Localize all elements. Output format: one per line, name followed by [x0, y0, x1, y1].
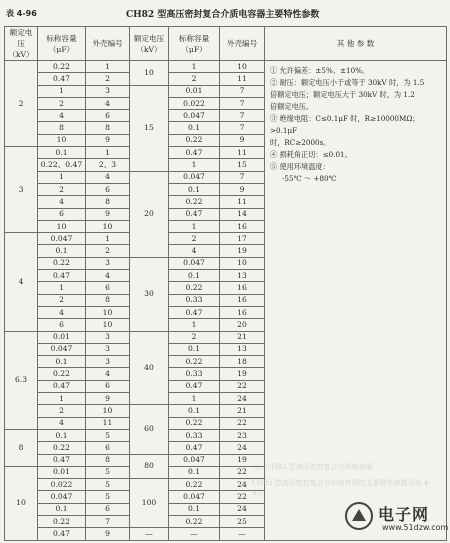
case-left-cell: 6: [86, 380, 130, 392]
case-right-cell: 24: [220, 479, 265, 491]
capacity-left-cell: 2: [38, 183, 86, 195]
bleed-through-heading: 六、CH83 型高压密封复合介质电容器: [252, 463, 373, 471]
case-right-cell: —: [220, 528, 265, 540]
case-left-cell: 9: [86, 393, 130, 405]
capacity-left-cell: 0.1: [38, 147, 86, 159]
capacity-left-cell: 0.47: [38, 73, 86, 85]
case-left-cell: 6: [86, 282, 130, 294]
voltage-left-cell: 4: [5, 233, 38, 331]
note-line: ④ 损耗角正切：≤0.01。: [270, 150, 352, 159]
capacity-left-cell: 0.22: [38, 368, 86, 380]
capacity-left-cell: 4: [38, 196, 86, 208]
capacity-left-cell: 4: [38, 306, 86, 318]
header-case-right: 外壳编号: [220, 27, 265, 61]
case-left-cell: 5: [86, 429, 130, 441]
capacity-right-cell: 0.47: [169, 208, 220, 220]
case-left-cell: 2: [86, 73, 130, 85]
voltage-right-cell: 10: [130, 61, 169, 86]
voltage-right-cell: 100: [130, 479, 169, 528]
capacity-left-cell: 2: [38, 405, 86, 417]
capacity-right-cell: 0.47: [169, 442, 220, 454]
capacity-left-cell: 0.47: [38, 270, 86, 282]
capacity-right-cell: 0.22: [169, 417, 220, 429]
voltage-right-cell: 30: [130, 257, 169, 331]
capacity-right-cell: 0.047: [169, 257, 220, 269]
capacity-left-cell: 0.22: [38, 442, 86, 454]
case-left-cell: 4: [86, 368, 130, 380]
voltage-right-cell: 60: [130, 405, 169, 454]
capacity-right-cell: 1: [169, 159, 220, 171]
capacity-right-cell: 0.047: [169, 454, 220, 466]
case-left-cell: 1: [86, 233, 130, 245]
case-left-cell: 8: [86, 196, 130, 208]
site-watermark: [342, 499, 449, 537]
capacity-left-cell: 1: [38, 85, 86, 97]
capacity-left-cell: 0.1: [38, 245, 86, 257]
case-right-cell: 20: [220, 319, 265, 331]
case-right-cell: 19: [220, 454, 265, 466]
note-line: -55℃ ～ +80℃: [282, 174, 337, 183]
case-left-cell: 10: [86, 306, 130, 318]
case-left-cell: 10: [86, 319, 130, 331]
capacity-right-cell: 0.1: [169, 405, 220, 417]
case-right-cell: 22: [220, 417, 265, 429]
voltage-left-cell: 2: [5, 61, 38, 147]
capacity-left-cell: 0.047: [38, 233, 86, 245]
case-left-cell: 5: [86, 466, 130, 478]
case-right-cell: 22: [220, 466, 265, 478]
capacity-left-cell: 1: [38, 171, 86, 183]
capacity-left-cell: 6: [38, 319, 86, 331]
capacity-right-cell: 2: [169, 331, 220, 343]
voltage-right-cell: 40: [130, 331, 169, 405]
capacity-right-cell: 0.047: [169, 171, 220, 183]
case-left-cell: 8: [86, 122, 130, 134]
case-right-cell: 11: [220, 147, 265, 159]
header-voltage-right: 额定电压 （kV）: [130, 27, 169, 61]
voltage-right-cell: 20: [130, 171, 169, 257]
case-left-cell: 3: [86, 343, 130, 355]
case-right-cell: 13: [220, 270, 265, 282]
case-right-cell: 24: [220, 442, 265, 454]
capacity-left-cell: 6: [38, 208, 86, 220]
case-left-cell: 8: [86, 454, 130, 466]
case-left-cell: 9: [86, 134, 130, 146]
case-right-cell: 13: [220, 343, 265, 355]
header-capacity-left: 标称容量 （μF）: [38, 27, 86, 61]
capacity-right-cell: 1: [169, 319, 220, 331]
table-header-row: [5, 27, 447, 61]
capacity-right-cell: 1: [169, 220, 220, 232]
case-right-cell: 21: [220, 405, 265, 417]
capacity-left-cell: 0.47: [38, 454, 86, 466]
case-left-cell: 11: [86, 417, 130, 429]
case-left-cell: 2: [86, 245, 130, 257]
capacity-left-cell: 10: [38, 220, 86, 232]
note-line: 倍额定电压。: [270, 102, 314, 111]
watermark-brand: 电子网: [378, 505, 430, 524]
capacity-left-cell: 0.022: [38, 479, 86, 491]
case-left-cell: 3: [86, 257, 130, 269]
case-left-cell: 6: [86, 110, 130, 122]
header-capacity-right: 标称容量 （μF）: [169, 27, 220, 61]
case-left-cell: 2、3: [86, 159, 130, 171]
capacity-right-cell: 0.33: [169, 368, 220, 380]
case-right-cell: 24: [220, 393, 265, 405]
capacity-left-cell: 0.01: [38, 331, 86, 343]
case-right-cell: 19: [220, 245, 265, 257]
case-right-cell: 16: [220, 282, 265, 294]
case-right-cell: 21: [220, 331, 265, 343]
voltage-right-cell: 80: [130, 454, 169, 479]
case-right-cell: 16: [220, 306, 265, 318]
note-line: 时，RC≥2000s。: [270, 138, 331, 147]
capacity-right-cell: 0.1: [169, 503, 220, 515]
case-left-cell: 8: [86, 294, 130, 306]
capacity-right-cell: 0.47: [169, 306, 220, 318]
capacity-right-cell: 0.1: [169, 466, 220, 478]
capacity-right-cell: 0.1: [169, 183, 220, 195]
header-voltage-left: 额定电压 （kV）: [5, 27, 38, 61]
capacity-right-cell: 0.022: [169, 97, 220, 109]
capacity-left-cell: 0.047: [38, 343, 86, 355]
case-left-cell: 6: [86, 503, 130, 515]
capacity-left-cell: 0.22: [38, 257, 86, 269]
case-right-cell: 10: [220, 61, 265, 73]
note-line: ③ 绝缘电阻：C≤0.1μF 时，R≥10000MΩ；>0.1μF: [270, 114, 420, 135]
capacity-left-cell: 0.1: [38, 503, 86, 515]
capacity-left-cell: 0.22、0.47: [38, 159, 86, 171]
capacity-right-cell: 0.047: [169, 491, 220, 503]
capacity-right-cell: 0.22: [169, 282, 220, 294]
case-left-cell: 4: [86, 270, 130, 282]
capacity-right-cell: 1: [169, 393, 220, 405]
case-left-cell: 3: [86, 331, 130, 343]
case-left-cell: 3: [86, 85, 130, 97]
capacity-right-cell: 2: [169, 233, 220, 245]
case-right-cell: 7: [220, 110, 265, 122]
table-caption: [6, 6, 446, 22]
case-left-cell: 6: [86, 183, 130, 195]
case-left-cell: 4: [86, 171, 130, 183]
capacity-left-cell: 1: [38, 393, 86, 405]
capacity-right-cell: 0.33: [169, 429, 220, 441]
capacity-right-cell: 0.1: [169, 122, 220, 134]
capacity-right-cell: 0.33: [169, 294, 220, 306]
voltage-right-cell: 15: [130, 85, 169, 171]
case-right-cell: 22: [220, 380, 265, 392]
watermark-url: www.51dzw.com: [382, 523, 449, 532]
capacity-right-cell: 0.047: [169, 110, 220, 122]
case-right-cell: 16: [220, 220, 265, 232]
capacity-left-cell: 4: [38, 110, 86, 122]
table-row: [5, 61, 447, 73]
capacity-left-cell: 0.01: [38, 466, 86, 478]
case-left-cell: 9: [86, 208, 130, 220]
case-left-cell: 1: [86, 61, 130, 73]
capacity-left-cell: 0.047: [38, 491, 86, 503]
case-left-cell: 9: [86, 528, 130, 540]
case-left-cell: 1: [86, 147, 130, 159]
case-left-cell: 5: [86, 479, 130, 491]
case-right-cell: 11: [220, 196, 265, 208]
voltage-right-cell: —: [130, 528, 169, 540]
note-line: ① 允许偏差：±5%、±10%。: [270, 66, 370, 75]
case-right-cell: 15: [220, 159, 265, 171]
case-right-cell: 24: [220, 503, 265, 515]
case-left-cell: 4: [86, 97, 130, 109]
capacity-right-cell: 1: [169, 61, 220, 73]
case-right-cell: 9: [220, 134, 265, 146]
voltage-left-cell: 8: [5, 429, 38, 466]
header-other-params: 其 他 参 数: [265, 27, 447, 61]
case-right-cell: 22: [220, 491, 265, 503]
table-title: CH82 型高压密封复合介质电容器主要特性参数: [126, 10, 320, 20]
case-left-cell: 7: [86, 515, 130, 527]
voltage-left-cell: 3: [5, 147, 38, 233]
note-line: 倍额定电压；额定电压大于 30kV 时，为 1.2: [270, 90, 415, 99]
capacity-right-cell: 0.47: [169, 147, 220, 159]
capacity-left-cell: 8: [38, 122, 86, 134]
capacity-right-cell: 0.22: [169, 134, 220, 146]
note-line: ② 耐压：额定电压小于或等于 30kV 时，为 1.5: [270, 78, 425, 87]
case-right-cell: 17: [220, 233, 265, 245]
capacity-right-cell: 0.1: [169, 270, 220, 282]
table-number: 表 4-96: [6, 9, 37, 18]
case-right-cell: 19: [220, 368, 265, 380]
case-right-cell: 18: [220, 356, 265, 368]
watermark-logo-icon: [344, 501, 374, 531]
capacity-left-cell: 0.22: [38, 61, 86, 73]
capacity-left-cell: 0.22: [38, 515, 86, 527]
case-right-cell: 23: [220, 429, 265, 441]
case-left-cell: 5: [86, 491, 130, 503]
case-left-cell: 10: [86, 220, 130, 232]
case-right-cell: 14: [220, 208, 265, 220]
case-right-cell: 16: [220, 294, 265, 306]
capacity-left-cell: 0.47: [38, 380, 86, 392]
voltage-left-cell: 6.3: [5, 331, 38, 429]
capacity-right-cell: 0.22: [169, 479, 220, 491]
voltage-left-cell: 10: [5, 466, 38, 540]
case-right-cell: 10: [220, 257, 265, 269]
capacity-right-cell: 0.01: [169, 85, 220, 97]
capacity-right-cell: 2: [169, 73, 220, 85]
capacity-right-cell: 0.22: [169, 356, 220, 368]
capacity-left-cell: 0.47: [38, 528, 86, 540]
case-right-cell: 7: [220, 171, 265, 183]
case-left-cell: 10: [86, 405, 130, 417]
case-right-cell: 9: [220, 183, 265, 195]
capacity-right-cell: —: [169, 528, 220, 540]
capacity-right-cell: 0.22: [169, 196, 220, 208]
capacity-right-cell: 0.47: [169, 380, 220, 392]
case-left-cell: 6: [86, 442, 130, 454]
capacity-left-cell: 2: [38, 294, 86, 306]
capacity-left-cell: 0.1: [38, 356, 86, 368]
case-right-cell: 11: [220, 73, 265, 85]
case-right-cell: 7: [220, 97, 265, 109]
case-right-cell: 7: [220, 122, 265, 134]
capacity-right-cell: 0.22: [169, 515, 220, 527]
capacity-right-cell: 0.1: [169, 343, 220, 355]
capacity-left-cell: 4: [38, 417, 86, 429]
case-right-cell: 25: [220, 515, 265, 527]
capacity-left-cell: 2: [38, 97, 86, 109]
capacity-left-cell: 10: [38, 134, 86, 146]
bleed-through-paragraph: CH83 型高压密封复合介质电容器的主要特性参数见表 4-97。: [252, 479, 431, 497]
capacity-left-cell: 0.1: [38, 429, 86, 441]
capacity-left-cell: 1: [38, 282, 86, 294]
case-left-cell: 3: [86, 356, 130, 368]
case-right-cell: 7: [220, 85, 265, 97]
capacity-right-cell: 4: [169, 245, 220, 257]
header-case-left: 外壳编号: [86, 27, 130, 61]
note-line: ⑤ 使用环境温度：: [270, 162, 330, 171]
